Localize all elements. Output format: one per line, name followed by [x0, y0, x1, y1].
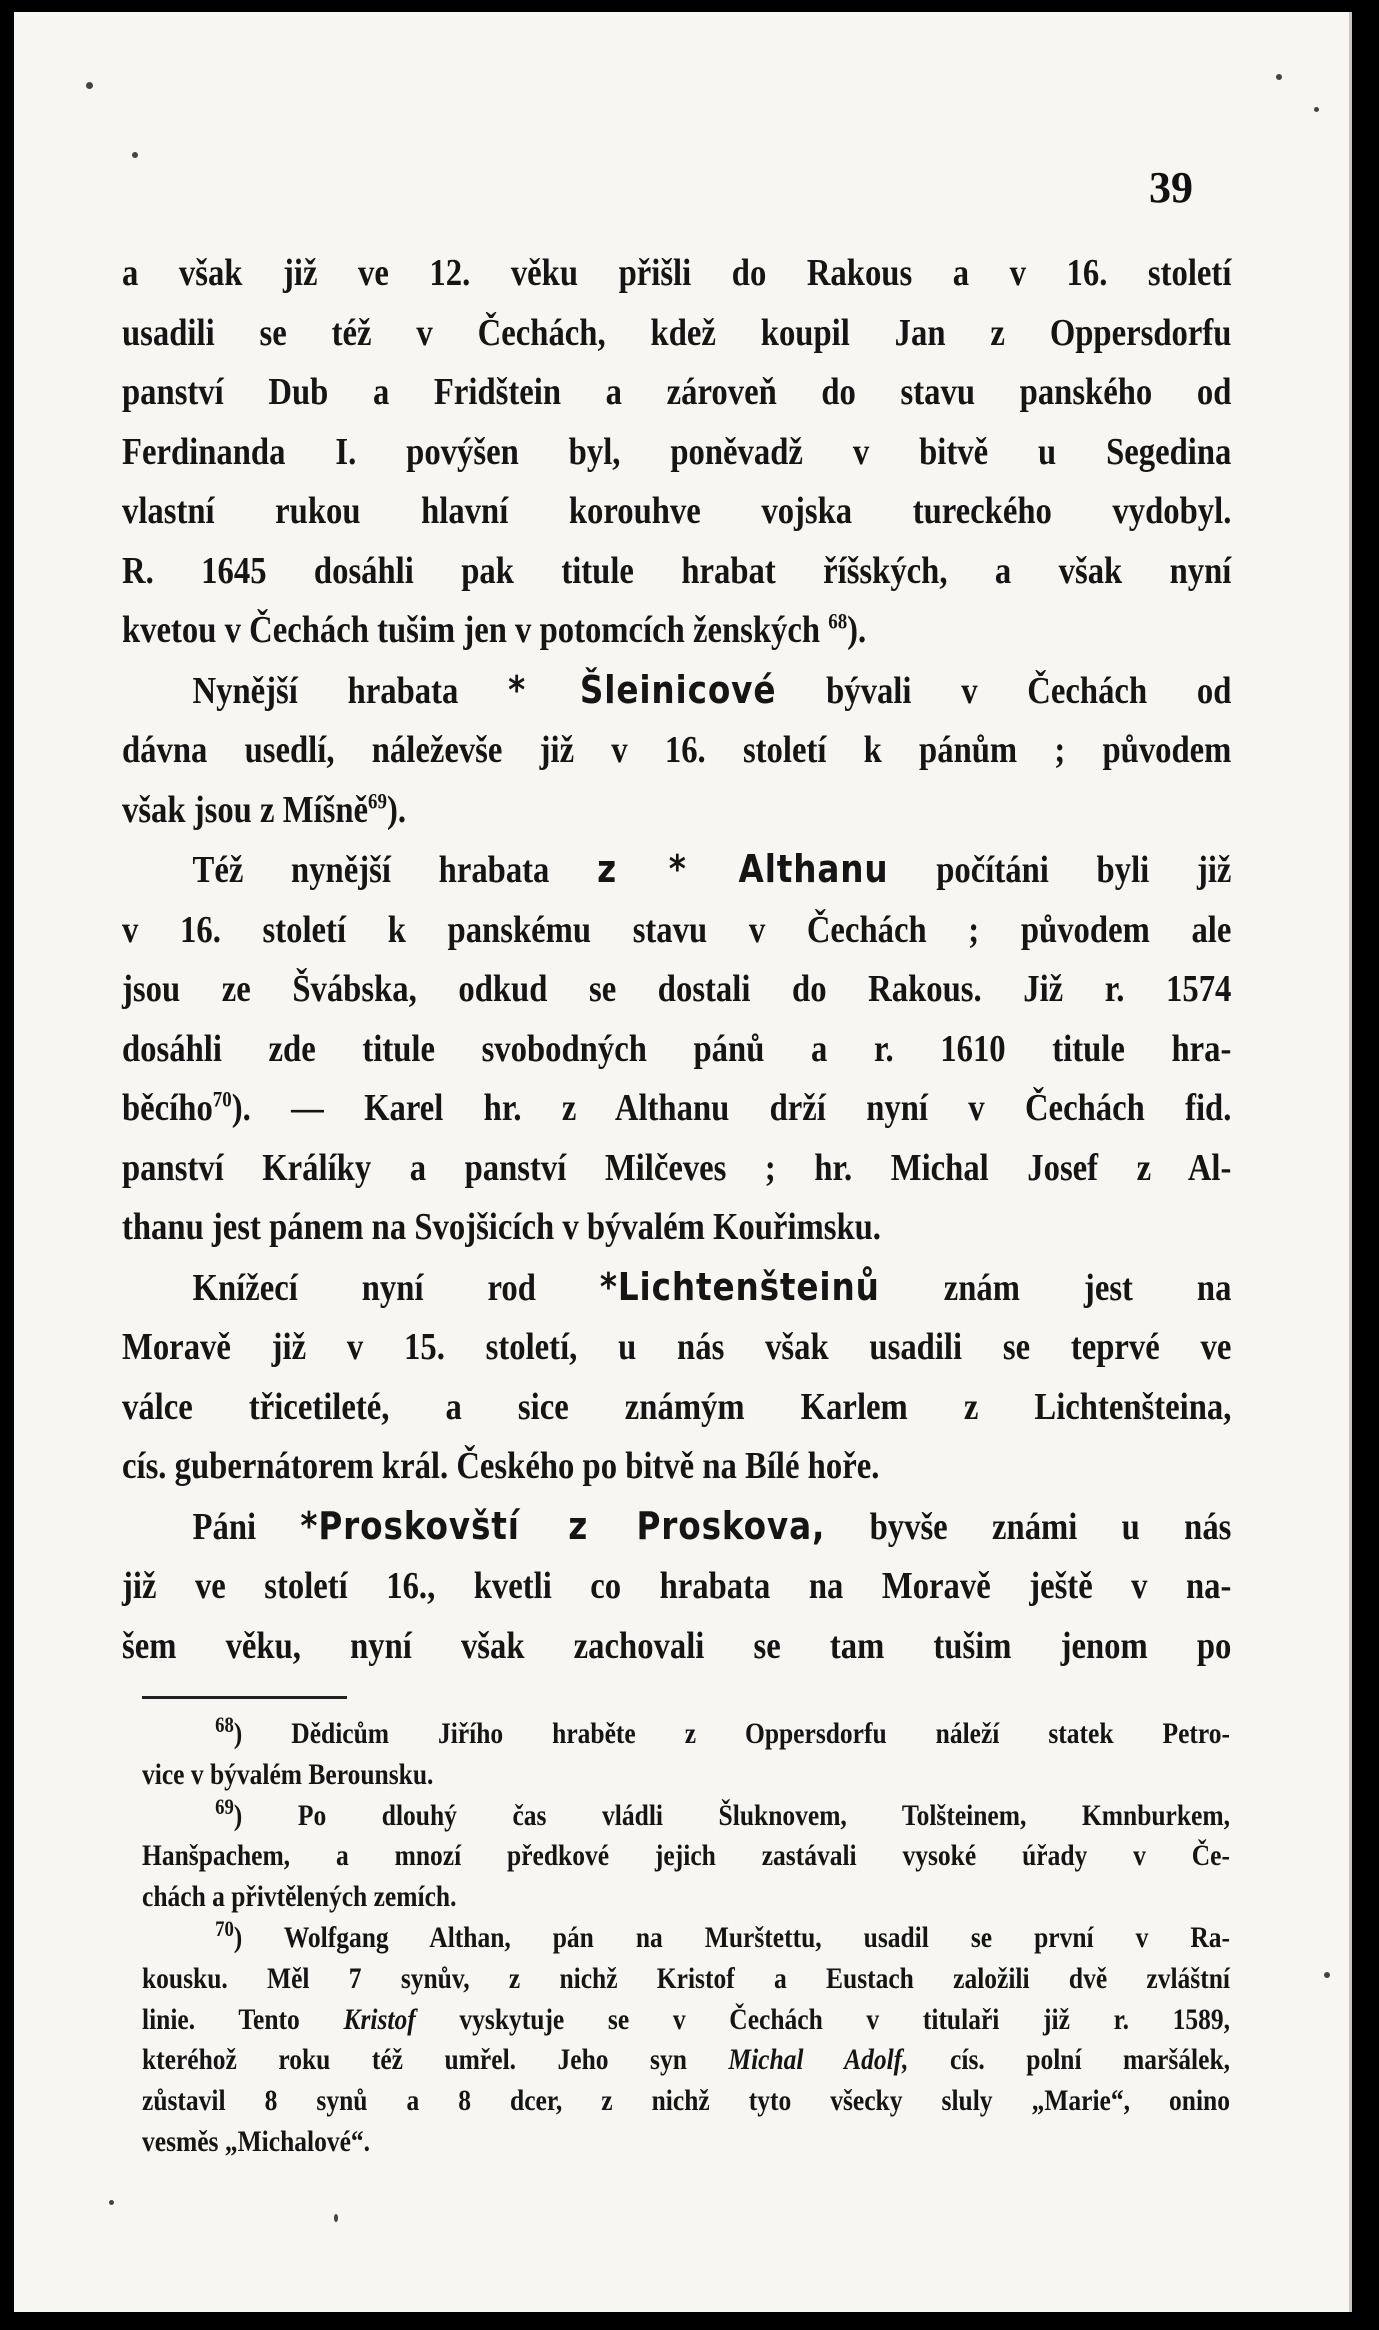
- footnote-line: [142, 2000, 1230, 2041]
- scan-speck: [86, 82, 93, 89]
- text-segment: . — Karel hr. z Althanu drží nyní v Čechách fid.: [242, 1087, 1232, 1129]
- text-segment: Též nynější hrabata: [192, 849, 550, 891]
- text-segment: Páni: [192, 1505, 257, 1548]
- text-line: válce třicetileté, a sice známým Karlem z Lichtenšteina,: [122, 1385, 1232, 1428]
- book-page: [14, 12, 1352, 2312]
- scan-speck: [334, 2214, 338, 2222]
- text-segment: kteréhož roku též umřel. Jeho syn: [142, 2043, 687, 2077]
- text-line: Moravě již v 15. století, u nás však usadili se teprvé ve: [122, 1326, 1232, 1368]
- text-line: Ferdinanda I. povýšen byl, poněvadž v bitvě u Segedina: [122, 430, 1232, 473]
- text-segment: Knížecí nyní rod: [192, 1266, 536, 1309]
- text-line: dosáhli zde titule svobodných pánů a r. 1610 titule hra-: [122, 1027, 1232, 1070]
- text-segment: byvše známi u nás: [869, 1505, 1232, 1548]
- page-number: 39: [1149, 163, 1193, 212]
- text-line: [122, 840, 1231, 901]
- family-name: z * Althanu: [597, 847, 889, 891]
- text-line: v 16. století k panskému stavu v Čechách ; původem ale: [122, 908, 1232, 951]
- footnote-line: Hanšpachem, a mnozí předkové jejich zastávali vysoké úřady v Če-: [142, 1839, 1230, 1873]
- scan-speck: [1314, 107, 1319, 112]
- text-line: vlastní rukou hlavní korouhve vojska tureckého vydobyl.: [122, 490, 1232, 532]
- text-line: běcího$^{70}$). — Karel hr. z Althanu drží nyní v Čechách fid.: [122, 1086, 1232, 1129]
- text-line: jsou ze Švábska, odkud se dostali do Rakous. Již r. 1574: [122, 968, 1232, 1010]
- footnote-ref: 69: [368, 787, 387, 813]
- family-name: *Proskovští z Proskova,: [300, 1503, 826, 1548]
- text-segment: běcího: [122, 1087, 213, 1129]
- footnote-line: $^{69}$) Po dlouhý čas vládli Šluknovem, Tolšteinem, Kmnburkem,: [215, 1793, 1230, 1832]
- text-segment: vyskytuje se v Čechách v titulaři již r. 1589,: [459, 2002, 1231, 2036]
- footnote-line: kousku. Měl 7 synův, z nichž Kristof a Eustach založili dvě zvláštní: [142, 1961, 1230, 1995]
- family-name: * Šleinicové: [508, 667, 777, 712]
- footnote-number: 70: [215, 1915, 234, 1941]
- text-line: panství Králíky a panství Milčeves ; hr. Michal Josef z Al-: [122, 1146, 1232, 1189]
- footnote-line: chách a přivtělených zemích.: [142, 1880, 457, 1914]
- text-line: [122, 1258, 1231, 1319]
- footnote-line: zůstavil 8 synů a 8 dcer, z nichž tyto všecky sluly „Marie“, onino: [142, 2084, 1230, 2118]
- text-line: však jsou z Míšně$^{69}$).: [122, 787, 407, 831]
- text-line: a však již ve 12. věku přišli do Rakous a v 16. století: [122, 252, 1232, 294]
- text-segment: Wolfgang Althan, pán na Murštettu, usadil se první v Ra-: [283, 1920, 1231, 1954]
- text-segment: znám jest na: [943, 1266, 1232, 1309]
- main-text: [122, 244, 1232, 1676]
- emphasis: Michal Adolf,: [728, 2043, 909, 2077]
- text-line: thanu jest pánem na Svojšicích v bývalém Kouřimsku.: [122, 1206, 881, 1248]
- scan-speck: [1324, 1972, 1330, 1978]
- footnote-number: 68: [215, 1712, 234, 1737]
- footnote-number: 69: [215, 1793, 234, 1819]
- text-segment: Dědicům Jiřího hraběte z Oppersdorfu náleží statek Petro-: [291, 1717, 1230, 1750]
- text-segment: linie. Tento: [142, 2002, 300, 2036]
- text-line: R. 1645 dosáhli pak titule hrabat říšských, a však nyní: [122, 549, 1232, 592]
- text-line: panství Dub a Fridštein a zároveň do stavu panského od: [122, 371, 1232, 413]
- footnotes: [142, 1714, 1230, 2163]
- footnote-ref: 70: [212, 1086, 232, 1112]
- text-line: dávna usedlí, náleževše již v 16. století k pánům ; původem: [122, 729, 1232, 771]
- scan-speck: [109, 2200, 114, 2205]
- text-segment: počítáni byli již: [936, 849, 1232, 891]
- text-segment: však jsou z Míšně: [122, 788, 369, 831]
- text-line: šem věku, nyní však zachovali se tam tušim jenom po: [122, 1624, 1232, 1667]
- text-segment: bývali v Čechách od: [826, 669, 1232, 712]
- footnote-line: [142, 2040, 1230, 2081]
- text-segment: cís. polní maršálek,: [950, 2043, 1231, 2077]
- text-line: již ve století 16., kvetli co hrabata na Moravě ještě v na-: [122, 1565, 1232, 1607]
- text-line: cís. gubernátorem král. Českého po bitvě na Bílé hoře.: [122, 1445, 880, 1487]
- footnote-divider: [142, 1696, 347, 1699]
- text-segment: Nynější hrabata: [192, 669, 459, 712]
- text-line: kvetou v Čechách tušim jen v potomcích ženských $^{68}$).: [122, 608, 867, 651]
- footnote-line: $^{70}$) Wolfgang Althan, pán na Murštettu, usadil se první v Ra-: [215, 1915, 1231, 1954]
- footnote-line: $^{68}$) Dědicům Jiřího hraběte z Oppersdorfu náleží statek Petro-: [215, 1712, 1230, 1750]
- text-segment: Po dlouhý čas vládli Šluknovem, Tolšteinem, Kmnburkem,: [297, 1798, 1230, 1832]
- scan-speck: [132, 152, 138, 158]
- footnote-line: vice v bývalém Berounsku.: [142, 1757, 434, 1791]
- text-line: [122, 661, 1231, 722]
- scan-speck: [1276, 74, 1282, 80]
- text-segment: kvetou v Čechách tušim jen v potomcích ženských: [122, 609, 821, 651]
- text-line: usadili se též v Čechách, kdež koupil Jan z Oppersdorfu: [122, 311, 1232, 354]
- emphasis: Kristof: [343, 2002, 416, 2036]
- footnote-ref: 68: [828, 608, 848, 634]
- family-name: *Lichtenšteinů: [599, 1264, 880, 1309]
- footnote-line: vesměs „Michalové“.: [142, 2124, 371, 2158]
- text-line: [122, 1497, 1231, 1558]
